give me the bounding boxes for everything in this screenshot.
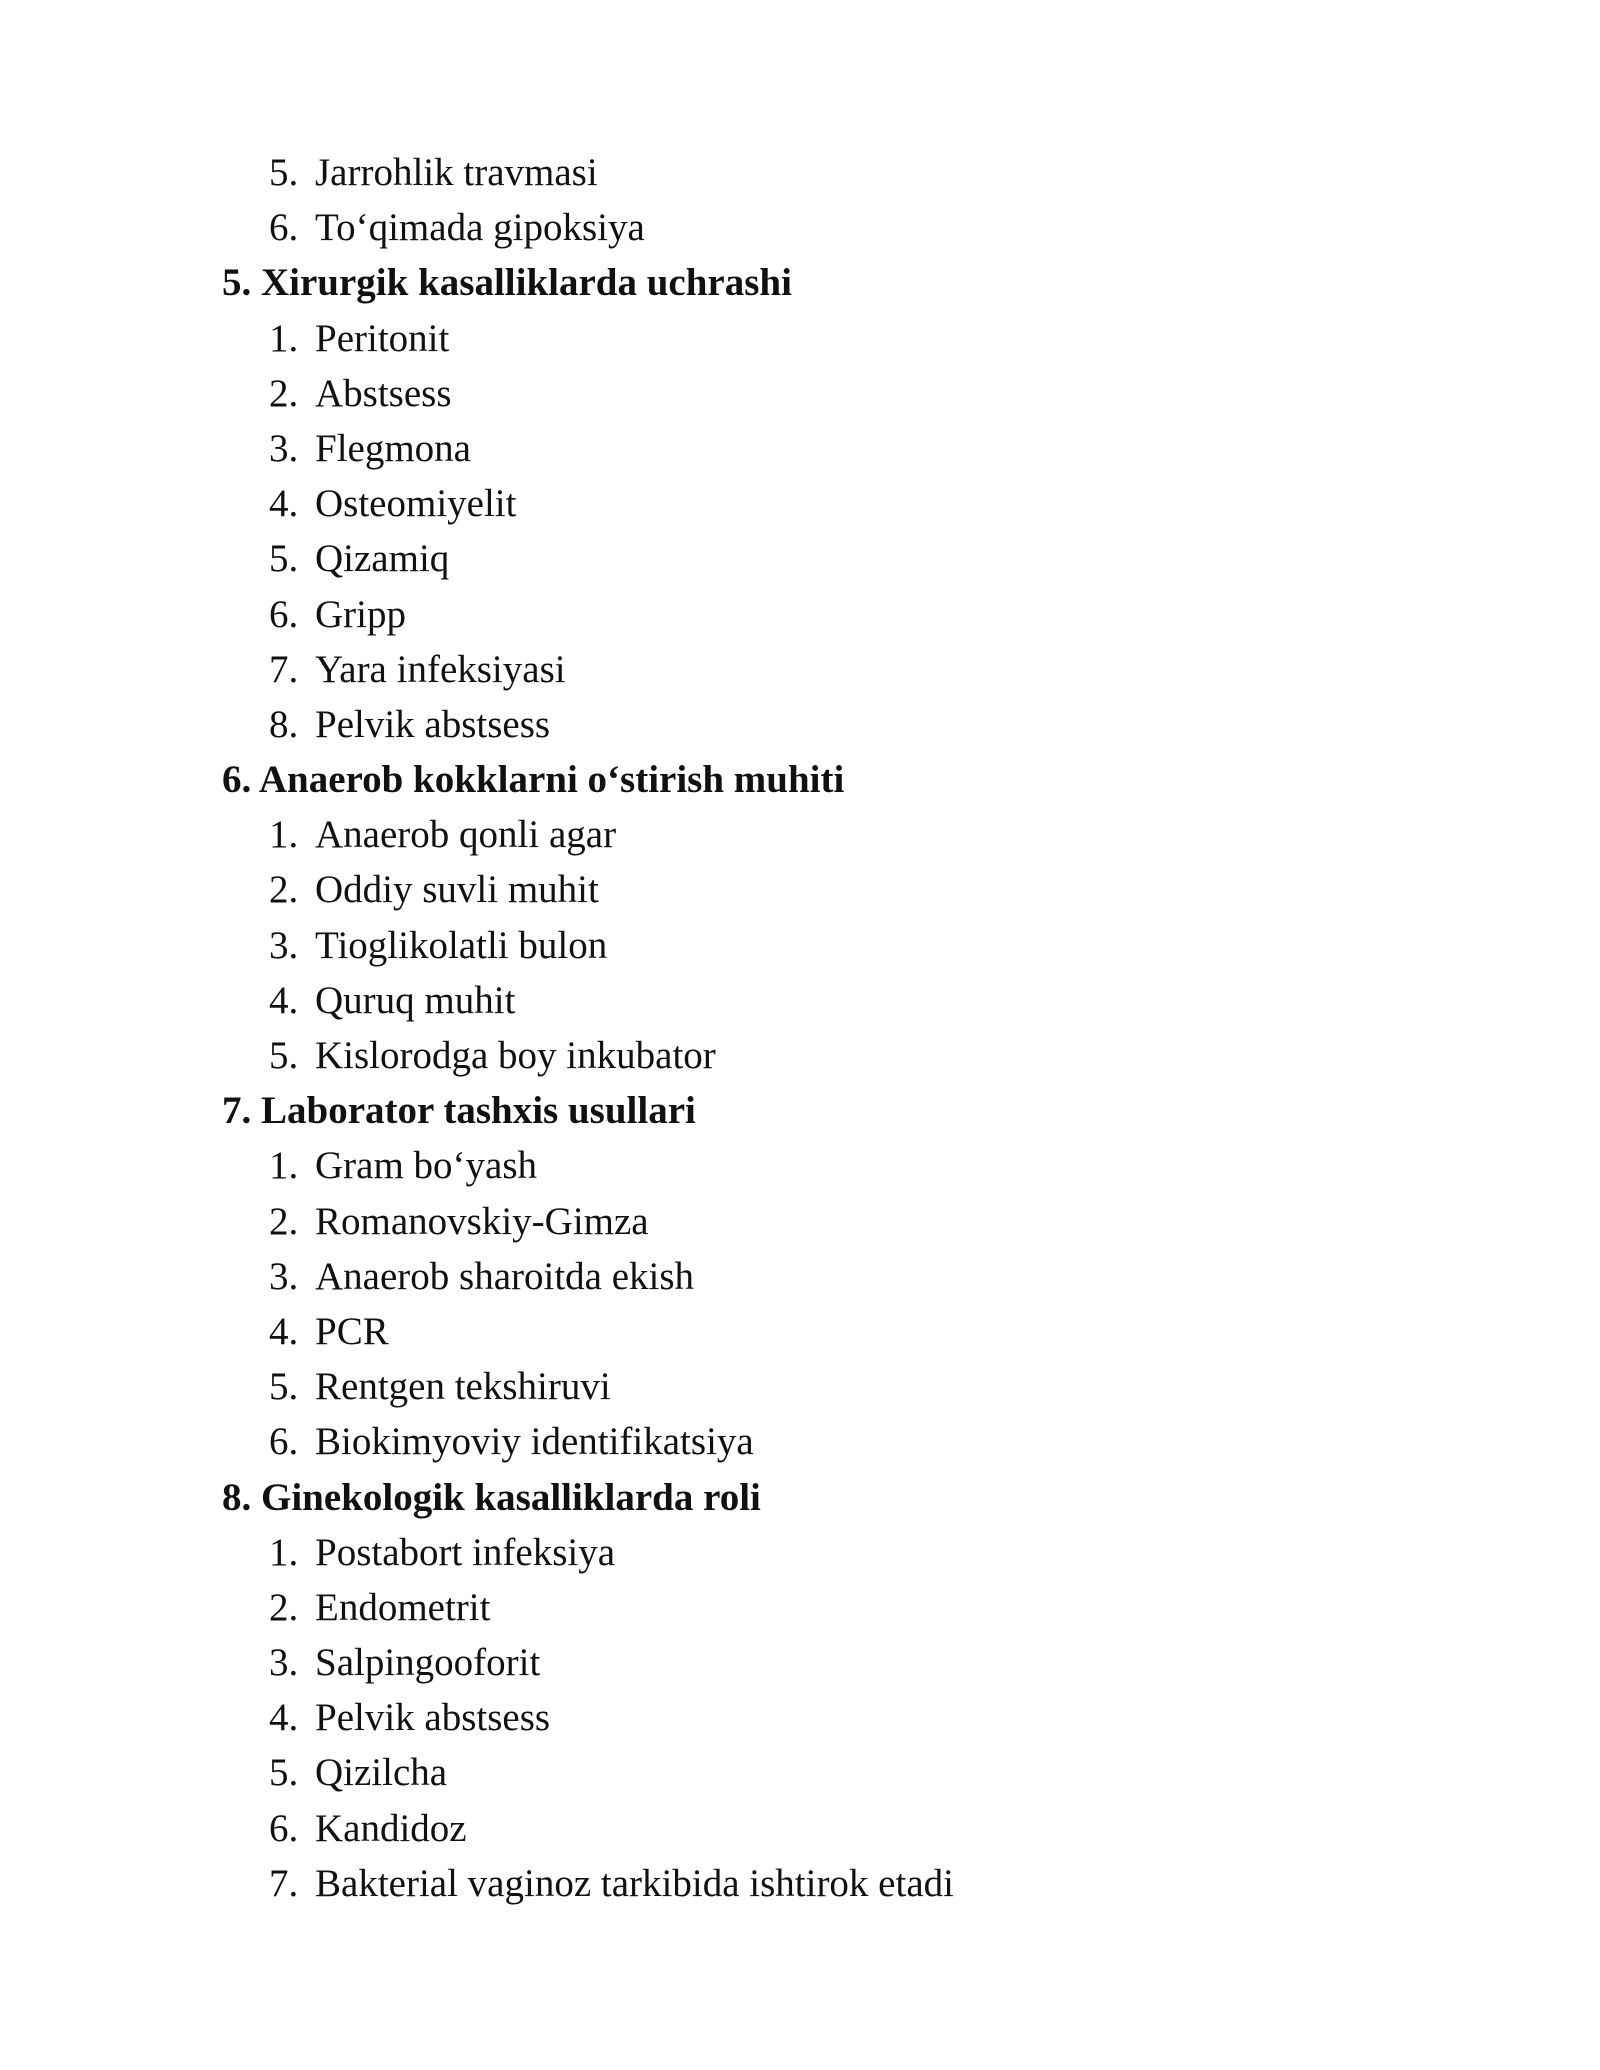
list-item-number: 6. bbox=[269, 1420, 299, 1464]
list-item-text: Quruq muhit bbox=[315, 978, 516, 1022]
list-item-text: Biokimyoviy identifikatsiya bbox=[315, 1420, 754, 1464]
list-item-text: Kislorodga boy inkubator bbox=[315, 1034, 716, 1077]
list-item-text: To‘qimada gipoksiya bbox=[315, 206, 645, 250]
list-item bbox=[222, 862, 1422, 917]
list-item-number: 8. bbox=[269, 702, 299, 746]
list-item-number: 5. bbox=[269, 537, 299, 581]
list-item-text: Qizilcha bbox=[315, 1751, 448, 1795]
list-item-text: Salpingooforit bbox=[315, 1641, 541, 1685]
list-item-text: Qizamiq bbox=[315, 537, 450, 581]
section-heading: 5. Xirurgik kasalliklarda uchrashi bbox=[222, 261, 792, 305]
list-item bbox=[222, 587, 1422, 642]
list-item bbox=[222, 973, 1422, 1028]
list-item-text: Tioglikolatli bulon bbox=[315, 923, 608, 967]
list-item bbox=[222, 1359, 1422, 1414]
list-item-number: 4. bbox=[269, 482, 299, 526]
list-item-text: Peritonit bbox=[315, 316, 450, 360]
list-item-text: PCR bbox=[315, 1309, 389, 1353]
list-item bbox=[222, 918, 1422, 973]
list-item-number: 5. bbox=[269, 1034, 299, 1077]
list-item bbox=[222, 1690, 1422, 1745]
list-item bbox=[222, 1856, 1422, 1911]
list-item bbox=[222, 807, 1422, 862]
document-content bbox=[222, 145, 1422, 1911]
list-item-number: 4. bbox=[269, 1309, 299, 1353]
list-item-text: Rentgen tekshiruvi bbox=[315, 1365, 611, 1409]
list-item-number: 3. bbox=[269, 923, 299, 967]
list-item bbox=[222, 531, 1422, 586]
list-item-text: Gram bo‘yash bbox=[315, 1144, 538, 1188]
section-heading: 8. Ginekologik kasalliklarda roli bbox=[222, 1475, 761, 1519]
section-heading: 7. Laborator tashxis usullari bbox=[222, 1089, 696, 1133]
list-item bbox=[222, 1525, 1422, 1580]
list-item-text: Bakterial vaginoz tarkibida ishtirok etadi bbox=[315, 1861, 954, 1905]
list-item-text: Gripp bbox=[315, 592, 406, 636]
list-item-number: 4. bbox=[269, 978, 299, 1022]
list-item-number: 1. bbox=[269, 1144, 299, 1188]
list-item bbox=[222, 642, 1422, 697]
list-item-text: Romanovskiy-Gimza bbox=[315, 1199, 649, 1243]
list-item-text: Anaerob sharoitda ekish bbox=[315, 1254, 695, 1298]
list-item bbox=[222, 1194, 1422, 1249]
list-item-number: 4. bbox=[269, 1696, 299, 1740]
list-item-number: 2. bbox=[269, 1199, 299, 1243]
list-item-text: Osteomiyelit bbox=[315, 482, 517, 526]
list-item bbox=[222, 1028, 1422, 1083]
list-item bbox=[222, 1580, 1422, 1635]
list-item-text: Anaerob qonli agar bbox=[315, 813, 617, 857]
list-item-number: 3. bbox=[269, 1254, 299, 1298]
list-item-number: 1. bbox=[269, 316, 299, 360]
list-item-number: 2. bbox=[269, 1585, 299, 1629]
section-heading: 6. Anaerob kokklarni o‘stirish muhiti bbox=[222, 758, 845, 802]
list-item-number: 6. bbox=[269, 1806, 299, 1850]
list-item bbox=[222, 476, 1422, 531]
list-item-number: 1. bbox=[269, 813, 299, 857]
list-item bbox=[222, 1304, 1422, 1359]
list-item-text: Oddiy suvli muhit bbox=[315, 868, 599, 912]
list-item-number: 7. bbox=[269, 647, 299, 691]
list-item-number: 1. bbox=[269, 1530, 299, 1574]
list-item-text: Endometrit bbox=[315, 1585, 491, 1629]
list-item-text: Yara infeksiyasi bbox=[315, 647, 566, 691]
list-item bbox=[222, 200, 1422, 255]
list-item-text: Kandidoz bbox=[315, 1806, 467, 1850]
list-item bbox=[222, 1801, 1422, 1856]
list-item-number: 6. bbox=[269, 206, 299, 250]
list-item bbox=[222, 145, 1422, 200]
list-item bbox=[222, 1138, 1422, 1193]
list-item-number: 6. bbox=[269, 592, 299, 636]
list-item-number: 5. bbox=[269, 1365, 299, 1409]
list-item-text: Postabort infeksiya bbox=[315, 1530, 616, 1574]
list-item bbox=[222, 1249, 1422, 1304]
list-item-text: Jarrohlik travmasi bbox=[315, 151, 598, 194]
list-item-number: 3. bbox=[269, 426, 299, 470]
list-item bbox=[222, 421, 1422, 476]
list-item bbox=[222, 1635, 1422, 1690]
list-item bbox=[222, 366, 1422, 421]
list-item-text: Flegmona bbox=[315, 426, 471, 470]
list-item bbox=[222, 1414, 1422, 1469]
list-item-number: 2. bbox=[269, 371, 299, 415]
list-item bbox=[222, 1745, 1422, 1800]
list-item-number: 7. bbox=[269, 1861, 299, 1905]
list-item bbox=[222, 697, 1422, 752]
list-item-number: 5. bbox=[269, 1751, 299, 1795]
list-item-number: 2. bbox=[269, 868, 299, 912]
list-item-number: 5. bbox=[269, 151, 299, 194]
list-item-text: Pelvik abstsess bbox=[315, 702, 551, 746]
list-item-text: Abstsess bbox=[315, 371, 452, 415]
list-item bbox=[222, 311, 1422, 366]
list-item-text: Pelvik abstsess bbox=[315, 1696, 551, 1740]
list-item-number: 3. bbox=[269, 1641, 299, 1685]
